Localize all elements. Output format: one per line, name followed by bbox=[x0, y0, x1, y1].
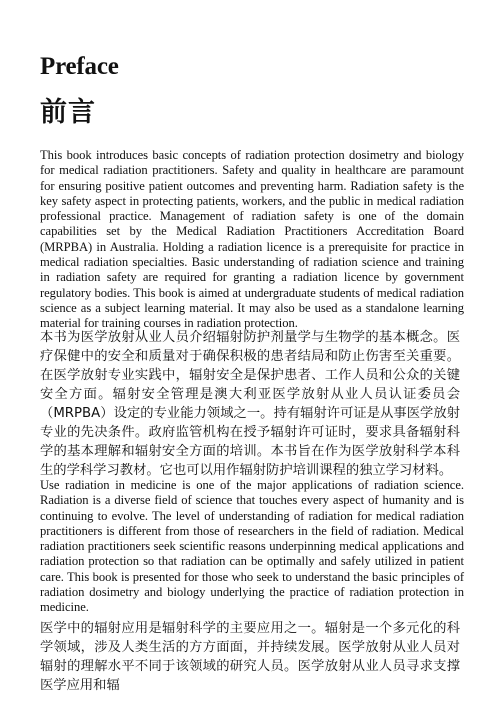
page-title-english: Preface bbox=[40, 53, 119, 80]
page-title-chinese: 前言 bbox=[40, 97, 96, 128]
paragraph-english-applications: Use radiation in medicine is one of the major applications of radiation science. Radiation is a diverse field of science that touches every aspect of humanity and is continuing to evolve. The level of understanding of radiation for medical radiation practitioners is different from those of researchers in the field of radiation. Medical radiation practitioners seek scientific reasons underpinning medical applications and radiation protection so that radiation can be optimally and safely utilized in patient care. This book is presented for those who seek to understand the basic principles of radiation dosimetry and biology underlying the practice of radiation protection in medicine. bbox=[40, 478, 464, 615]
paragraph-chinese-applications: 医学中的辐射应用是辐射科学的主要应用之一。辐射是一个多元化的科学领域，涉及人类生活的方方面面，并持续发展。医学放射从业人员对辐射的理解水平不同于该领域的研究人员。医学放射从业人员寻求支撑医学应用和辐 bbox=[40, 621, 460, 693]
paragraph-chinese-intro: 本书为医学放射从业人员介绍辐射防护剂量学与生物学的基本概念。医疗保健中的安全和质量对于确保积极的患者结局和防止伤害至关重要。在医学放射专业实践中，辐射安全是保护患者、工作人员和公众的关键安全方面。辐射安全管理是澳大利亚医学放射从业人员认证委员会（MRPBA）设定的专业能力领域之一。持有辐射许可证是从事医学放射专业的先决条件。政府监管机构在授予辐射许可证时，要求具备辐射科学的基本理解和辐射安全方面的培训。本书旨在作为医学放射科学本科生的学科学习教材。它也可以用作辐射防护培训课程的独立学习材料。 bbox=[40, 330, 460, 478]
paragraph-english-intro: This book introduces basic concepts of radiation protection dosimetry and biology for medical radiation practitioners. Safety and quality in healthcare are paramount for ensuring positive patient outcomes and preventing harm. Radiation safety is the key safety aspect in protecting patients, workers, and the public in medical radiation professional practice. Management of radiation safety is one of the domain capabilities set by the Medical Radiation Practitioners Accreditation Board (MRPBA) in Australia. Holding a radiation licence is a prerequisite for practice in medical radiation specialties. Basic understanding of radiation science and training in radiation safety are required for granting a radiation licence by government regulatory bodies. This book is aimed at undergraduate students of medical radiation science as a subject learning material. It may also be used as a standalone learning material for training courses in radiation protection. bbox=[40, 148, 464, 331]
